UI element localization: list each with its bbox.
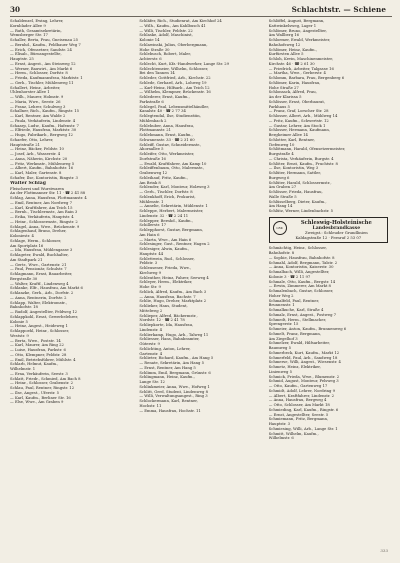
directory-entry: — Wilh., Kaufm., Am Kahlbusch 41 (139, 23, 206, 28)
directory-entry: Schlesiger, Alwin, Kaufm., (139, 247, 190, 251)
directory-entry: Hoher Weg 2 (268, 293, 294, 298)
directory-entry: Wilhelmstr. 6 (268, 436, 294, 441)
directory-entry: Hauptstraße 21 (10, 142, 40, 147)
directory-entry: — Ida, Hausfrau, Mühlengasse 3 (10, 248, 73, 253)
directory-entry: Schmedt, Herm., Stellmacher, (268, 317, 327, 322)
directory-entry: Schmelt, Franz, Bergmann, (268, 331, 321, 336)
directory-entry: — Otto, Kaufm., Gartenweg 17 (268, 384, 328, 389)
directory-entry: Am Ziegelhof 3 (268, 336, 298, 341)
directory-entry: Mühlenbach 2 (139, 118, 167, 123)
directory-entry: — Wilhelm, Klempner, Brückenstr. 16 (139, 90, 211, 95)
directory-entry: Schleuther, Heinz, Fahrer, Seeweg 4 (139, 275, 209, 280)
directory-entry: Am Hang 14 (268, 204, 293, 209)
directory-entry: Schlag, Anna, Hausfrau, Flottmannstr. 4 (10, 196, 87, 200)
directory-entry: Schlieper, Alfred, Bäckermstr., (139, 313, 198, 318)
directory-entry: — Martha, Wwe., Gerberstr. 4 (268, 71, 326, 76)
directory-entry: Schlagenhauf, Bruno, Dreher, (10, 229, 67, 234)
directory-entry: Schlaske, Adolf, Maschinist, (139, 33, 193, 38)
directory-entry: Hohe Straße 30 (139, 47, 170, 52)
directory-entry: Hohe Straße 27 (268, 85, 299, 90)
directory-entry: Schmid, August, Monteur, Felsweg 3 (268, 379, 339, 384)
directory-entry: — Marta, Wwe., Am Hain 6 (139, 237, 192, 242)
directory-entry: Bei den Tannen 14 (139, 71, 175, 76)
directory-entry: — Heinr., Schlossermstr., Ringstr. 2 (10, 219, 78, 224)
directory-entry: Schleihauf, Fritz, Kaufm., (139, 175, 188, 180)
directory-entry: Schleiffenbaum, Otto, Malermstr., (139, 166, 205, 171)
directory-entry: — Karl, Kaufm., Berliner Str. 16 (10, 395, 71, 400)
directory-entry: — Ernst, Rentner, Am Hang 5 (139, 365, 196, 370)
advert-line-4: Kaldagstraße 12 · Fernruf 2 53 07 (295, 234, 362, 240)
page-header (10, 4, 392, 16)
directory-entry: — Ewald, Kraftfahrer, Am Kamp 10 (139, 161, 207, 166)
directory-entry: — Wilh., Maurer, Holmstr. 9 (10, 95, 64, 99)
directory-entry: Schlöter, Ernst, Kaufm., Fruchtstr. 8 (268, 161, 338, 166)
directory-entry: Kanalstr. 40 · ☎ 2 77 34 (139, 109, 186, 114)
directory-entry: Schlawinski, Julius, Oberbergmann, (139, 42, 208, 47)
directory-entry: Ahornallee 5 (139, 147, 164, 152)
directory-entry: Schallner, Rich., Kaufm., Ringstr. 15 (10, 109, 80, 114)
directory-entry: Koloniestr. 4 (10, 234, 34, 238)
directory-entry: Schafer, Ilse, Kontoristin, Ringstr. 3 (10, 175, 78, 180)
directory-entry: Schlömer, Karin, Hausfrau, (268, 80, 321, 85)
directory-entry: Schlieter, Richard, Kaufm., Am Hang 5 (139, 356, 214, 361)
directory-entry: Am Brink 8 (139, 180, 161, 185)
directory-entry: Schmiemann, Fritz, Bergmann, (268, 417, 329, 422)
directory-entry: Schlosser, Hermann, Kaufmann, (268, 128, 330, 133)
directory-entry: Kornblader Allee 9 (10, 23, 46, 28)
directory-entry: Schwanenstr. 33 · ☎ 2 31 60 (139, 137, 195, 142)
directory-entry: — Willi, Verwaltungsangest., Ring 3 (139, 394, 208, 399)
directory-entry: — Heinr., Schlosser, Grabenstr. 2 (10, 381, 74, 386)
directory-entry: Kolonie 14 (139, 38, 160, 42)
directory-entry: Schlebusch, Robert, Maler, (139, 52, 191, 57)
directory-entry: Hochstr. 11 (139, 403, 162, 408)
directory-entry: — Walter, Kraftf., Lindenweg 4 (10, 281, 69, 286)
directory-entry: Schlede, Gerhard, Arb., Lohweg 19 (139, 80, 207, 85)
business-heading: Walter Schlag (10, 180, 46, 186)
directory-entry: Parkhaus 5 (268, 104, 290, 109)
directory-entry: — Ilse, Angest., Uferstr. 5 (10, 390, 60, 395)
directory-entry: Schlagel, Anna, Wwe., Brückenstr. 9 (10, 224, 80, 229)
directory-entry: Kolonie 3 · ☎ 2 11 97 (268, 274, 311, 279)
directory-entry: Walle Straße 5 (268, 194, 297, 199)
directory-entry: Schmalkuche, Karl, Straße 4 (268, 308, 324, 313)
directory-entry: — Erna, Verkäuferin, Seestr. 3 (10, 371, 68, 376)
seal-icon: LBK (273, 221, 287, 235)
directory-entry: Schlötmann, Harald, Ofensetzermeister, (268, 147, 346, 152)
directory-entry: — Bernhd., Kaufm., Feldbauer Weg 7 (10, 42, 81, 47)
directory-entry: Mühlenstr. 1 (139, 199, 164, 204)
directory-entry: Schloemer, Ewald, Werkmeister, (268, 38, 331, 42)
directory-entry: Schlick, Alfred, Kaufm., Am Bach 3 (139, 289, 207, 294)
directory-entry: Schaldenzel, Ewing, Lehrer, (10, 19, 64, 23)
directory-entry: Hohe Str. 9 (139, 285, 161, 289)
directory-entry: Lindenstr. 32 · ☎ 2 24 11 (139, 213, 189, 218)
directory-entry: Schmahl, Adolf, Bergmann, Talstr. 2 (268, 260, 338, 265)
directory-entry: Am Graben 27 (268, 185, 297, 190)
directory-entry: Schlie, Hugo, Dreher, Marktplatz 2 (139, 299, 207, 304)
directory-entry: — Anna, Kontoristin, Kaiserstr. 30 (268, 265, 334, 270)
directory-entry: — Anna, Hausfrau, Bachstr. 7 (139, 294, 196, 299)
directory-entry: Schmitt, Wilhelm, Kaufm., (268, 431, 319, 436)
directory-entry: Achterstr. 6 (139, 57, 162, 61)
directory-entry: Schleusener, Frieda, Wwe., (139, 266, 192, 270)
directory-entry: — Werner, Bauwirt., Am Markt 6 (10, 66, 73, 71)
directory-entry: Weststr. 9 (10, 333, 29, 338)
page-mark: 333 (380, 548, 388, 553)
directory-entry: Schlütz, Werner, Lindenbachstr. 5 (268, 209, 334, 213)
directory-entry: Kirchstr. 46 · ☎ 2 61 30 (268, 61, 315, 66)
advert-line-1: Schleswig-Holsteinische (300, 219, 372, 226)
directory-entry: — Frieda, Kaufmannsfrau, Marktstr. 1 (10, 76, 83, 80)
directory-entry: Schmalbach, Willi, Angestellter, (268, 270, 330, 275)
directory-entry: Schmerse, Willi, Angest., Wiesenstr. 4 (268, 360, 341, 365)
directory-entry: — Gerh., Tischler, Dorfstr. 8 (139, 190, 193, 194)
directory-entry: Parkstraße 6 (139, 99, 164, 104)
directory-entry: Güterstr. 9 (139, 342, 160, 346)
directory-entry: Burgstraße 4 (268, 152, 294, 156)
columns (10, 19, 392, 441)
directory-entry: Hauptstr. 44 (139, 251, 164, 256)
directory-entry: Schlegel, Paul, Lebensmittelhändler, (139, 104, 209, 109)
directory-entry: Schaller, Berta, Frau, Gneisenau 25 (10, 38, 79, 42)
directory-entry: Schmick, Frieda, Wwe., Blumenstr. 2 (268, 374, 340, 379)
directory-entry: Schlüsselberg, Dieter, Kaufm., (268, 199, 327, 204)
directory-entry: Schlappoehl, Heinr., Schlosser, (10, 329, 70, 333)
directory-entry: — Friedrich, Arbeiter, Talgasse 16 (268, 66, 334, 71)
directory-entry: Schlinkmeier, Anna, Wwe., Hofweg 1 (139, 384, 210, 389)
directory-entry: Tiefenweg 10 (268, 142, 295, 147)
directory-entry: Burgweg 6 (268, 175, 290, 180)
directory-entry: Schillerstr. 17 (139, 223, 166, 228)
column-3 (269, 19, 392, 441)
directory-entry: — Anna, Rentnerin, Dorfstr. 2 (10, 295, 67, 300)
directory-entry: Am Stadtpark 21 (10, 257, 43, 262)
directory-entry: Feldstr. 3 (139, 261, 158, 266)
directory-entry: — Heinz, Angest., Heideweg 1 (10, 324, 68, 329)
directory-entry: Schmale, Otto, Kaufm., Bergstr. 14 (268, 279, 336, 284)
directory-entry: — Otto, Schlosser, Am Markt 18 (268, 403, 330, 408)
directory-entry: Schmetz, Heinz, Elektriker, (268, 365, 321, 370)
directory-entry: Kattwinkelsweg, Lager 1 (268, 23, 317, 28)
directory-entry: Bergheimer Allee 14 (268, 133, 308, 137)
directory-entry: — Christa, Verkäuferin, Burgstr. 4 (268, 156, 334, 161)
directory-entry: — Herm., Schlosser, Dorfstr. 8 (10, 71, 68, 76)
directory-entry: Schleiff, Gustav, Schneidermstr., (139, 142, 202, 147)
directory-entry: — Fritz, Kaufm., Schwertstr. 12 (268, 118, 329, 123)
directory-entry: — Paula, Verkäuferin, Lindenstr. 4 (10, 118, 76, 123)
directory-entry: Schlatt, Friedr., Schmied, Am Bach 8 (10, 376, 81, 381)
directory-entry: Schaefer, Otto, Lehrer, (10, 137, 54, 142)
advert-box (269, 217, 388, 244)
advert-line-3: Zweigst.: Schleuder Grundlinien (304, 230, 368, 236)
directory-entry: Schlageter, Ewald, Buchhalter, (10, 253, 69, 257)
directory-entry: Schlömer, Heinz, Kaufm., (268, 47, 317, 52)
directory-entry: — Albert, Kaufm., Bahnhofstr. 16 (10, 166, 73, 171)
directory-entry: Uhlenhorster Allee 1 (10, 90, 50, 95)
directory-entry: Flottmannstr. 21 (139, 128, 171, 133)
directory-entry: — Bernh., Tischlermstr., Am Rain 3 (10, 210, 78, 215)
directory-entry: — Sophie, Hausfrau, Bahnhofstr. 8 (268, 255, 335, 260)
directory-entry: — Erika, Verkäuferin, Hauptstr. 4 (10, 215, 74, 219)
directory-entry: Schlösser, Ernst, Oberbaurat, (268, 99, 326, 104)
column-1 (10, 19, 133, 441)
directory-entry: An der Flottmanner Str. 11 · ☎ 2 41 88 (10, 191, 86, 196)
directory-entry: Schlotter, Karl, Rentner, (268, 137, 315, 142)
directory-entry: — Ernst, Angestellter, Seestr. 5 (268, 412, 329, 417)
directory-entry: Schmiesing, Willi, Arb., Lange Str. 1 (268, 426, 338, 431)
directory-entry: — Annelie, Sekretärin, Mühlenstr. 1 (139, 204, 208, 209)
directory-entry: Baumweg 5 (268, 346, 292, 351)
page-number: 30 (10, 5, 21, 14)
directory-entry: Schloh, Kevin, Maschinenmeister, (268, 57, 333, 61)
directory-entry: Kirchweg 9 (139, 270, 162, 275)
directory-entry: Wilhelmstr. 1 (10, 367, 36, 371)
directory-entry: — Anna, Hausfrau, Bergweg 4 (268, 398, 327, 403)
directory-entry: — Willi, Tischler, Feldstr. 22 (139, 28, 193, 33)
directory-entry: Sprengerstr. 15 (268, 322, 299, 327)
directory-entry: — Emma, Hausfrau, Hochstr. 11 (139, 408, 201, 413)
directory-entry: Schlau, Paul, Rentner, Ringstr. 12 (10, 386, 75, 390)
directory-entry: Lindenstr. 4 (139, 327, 163, 332)
directory-entry: Schlenkhoff, Erich, Prokurist, (139, 194, 196, 199)
directory-entry: Hauptstr. 25 (10, 57, 34, 61)
directory-entry: Schallert, Heinr., Arbeiter, (10, 85, 61, 90)
advert-line-2: Landesbrandkasse (312, 225, 361, 231)
directory-entry: Bahnhofstr. 18 (10, 305, 38, 310)
directory-entry: Schlehmann, Ernst, Kaufm., (139, 133, 193, 137)
directory-entry: Schlehuber, Anna, Hausfrau, (139, 123, 195, 128)
header-rule (10, 16, 392, 17)
directory-entry: — Maria, Wwe., Seestr. 26 (10, 99, 61, 104)
directory-entry: Schlappkohl, Ernst, Gewerbelehrer, (10, 314, 79, 319)
directory-entry: Mittelweg 2 (139, 308, 163, 313)
directory-entry: — Elfriede, Hausfrau, Marktstr. 30 (10, 128, 77, 133)
directory-entry: — Emil, Rentner, Am Nordweg 7 (10, 200, 72, 205)
directory-entry: Schlegtendal, Ilse, Studienrätin, (139, 114, 201, 118)
directory-entry: — Franz, Graf, Lorscher Str. 28 (268, 109, 329, 114)
directory-entry: Schmeier, Anton, Kaufm., Brunnenweg 6 (268, 327, 347, 332)
directory-entry: — Luise, Hausfrau, Parkstr. 6 (10, 348, 66, 352)
directory-entry: — Fritz, Werkmstr., Mühlenweg 5 (10, 161, 75, 166)
directory-entry: — Renate, Sekretärin, Am Hang 5 (139, 361, 205, 365)
directory-entry: Am Sportplatz 16 (10, 243, 44, 248)
directory-entry: Schleyer, Herm., Elektriker, (139, 280, 193, 285)
directory-entry: — Karl, Maurer, Am Ring 22 (10, 343, 64, 348)
directory-entry: Schlimm, Emil, Bergmann, Grünstr. 6 (139, 370, 211, 375)
directory-entry: — Else, Wwe., Am Graben 9 (10, 400, 64, 405)
directory-entry: Schlender, Karl, Monteur, Holzweg 3 (139, 185, 210, 190)
directory-entry: Lange Str. 12 (139, 380, 165, 384)
directory-entry: — Gerh., Tischler, Mühlenweg 11 (10, 80, 74, 85)
directory-entry: Schmelzer, Ewald, Hilfsarbeiter, (268, 341, 330, 346)
directory-entry: Schmalfeld, Paul, Rentner, (268, 298, 320, 303)
directory-entry: Kurfürsten Allee 5 (268, 52, 304, 57)
directory-entry: — Berta, Wwe., Poststr. 14 (10, 338, 61, 343)
directory-entry: Schliesser, Hans, Bahnbeamter, (139, 337, 200, 342)
directory-entry: Hauptstr. 3 (268, 422, 291, 427)
directory-entry: Schliepkorte, Ida, Hausfrau, (139, 323, 194, 327)
directory-entry: Schlagmann, Ernst, Bauarbeiter, (10, 272, 73, 276)
directory-entry: Brunnenstr. 1 (268, 303, 295, 308)
directory-entry: — Anna, Näherin, Kirchstr. 20 (10, 156, 68, 161)
directory-entry: Schlesinger, Gust., Rentner, Hagen 2 (139, 242, 210, 247)
directory-entry: Schmalz, Ernst, Angest., Postweg 7 (268, 312, 337, 317)
directory-entry: Schlömer, Bruno, Angestellter, (268, 28, 327, 33)
directory-entry: Linienweg 5 (268, 369, 293, 374)
directory-entry: Schlichting, Anton, Lehrer, (139, 346, 191, 351)
directory-entry: An der Klarissa 5 (268, 95, 302, 99)
directory-entry: Schleder, Gottfried, Arb., Kirchstr. 22 (139, 76, 211, 80)
page-title: Schlachtstr. — Schiene (291, 5, 386, 14)
directory-entry: — Karl, Maler, Gartenstr. 8 (10, 171, 62, 175)
directory-entry: — Gustav, Lehrer, Am Stock 1 (268, 123, 326, 128)
directory-entry: — Elisab., Büroangestellte, (10, 52, 62, 57)
directory-entry: Schlage, Herm., Schlosser, (10, 238, 62, 243)
directory-entry: Schlüter, Hermann, Sattler, (268, 171, 321, 175)
column-2 (139, 19, 262, 441)
directory-entry: Schlüter, Harald, Schlossermstr., (268, 180, 332, 185)
directory-entry: Schleifer, Otto, Werkmeister, (139, 152, 195, 156)
directory-entry: Schlösser, Frieda, Hausfrau, (268, 190, 323, 194)
directory-entry: Bergstraße 30 (10, 276, 38, 281)
directory-entry: Am Hain 6 (139, 232, 160, 237)
directory-entry: Schmächtig, Heinr., Schlosser, (268, 246, 327, 251)
directory-entry: — Josef, Arb., Wasserstr. 4 (10, 152, 61, 156)
directory-entry: Schmerbeck, Kurt, Kaufm., Markt 12 (268, 350, 340, 355)
directory-entry: Schleppe, Herbert, Malermeister, (139, 209, 204, 213)
directory-entry: Schlockermann, Karl, Rentner, (139, 399, 198, 403)
directory-entry: Schlomm, Barbara, Frau, Bergenberg 6 (268, 76, 345, 80)
directory-entry: Schlechtemeier, Wilhelm, Schlosser, (139, 66, 209, 71)
directory-entry: Schlosser, Albert, Arb., Mühlweg 14 (268, 114, 338, 118)
directory-entry: — Hugo, Fabrikarb., Bergweg 12 (10, 133, 73, 137)
directory-entry: — Rudolf, Angestellter, Feldweg 12 (10, 310, 77, 314)
directory-entry: — Erwin, Zimmerer, Am Markt 8 (268, 284, 331, 289)
directory-entry: Schlepphorst, Gustav, Bergmann, (139, 228, 204, 232)
directory-entry: — Emil, Betriebsführer, Mühlstr. 4 (10, 357, 76, 362)
directory-entry: — Heinz, Bäcker, Feldstr. 10 (10, 147, 64, 152)
directory-entry: Schlapp, Walter, Elektromstr., (10, 300, 67, 305)
directory-entry: Schmidt, Adolf, Lehrer, Nordring 9 (268, 388, 336, 393)
directory-entry: — Karl-Heinz, Hilfsarb., Am Teich 12 (139, 85, 210, 90)
directory-entry: Schaarp, Ludw., Kaufm., Hafenstr. 7 (10, 123, 79, 128)
directory-entry: Schlitt, Gerd, Student, Lindenweg 8 (139, 389, 208, 394)
directory-entry: — Gertr., Wwe., Gartenstr. 21 (10, 262, 67, 267)
directory-entry: Schlederer, Ernst, Kaufm., (139, 95, 190, 99)
directory-entry: — Erich, Ofensetzer, Sandstr. 24 (10, 47, 72, 52)
directory-entry: Schlingmann, Heinz, Kaufm., (139, 375, 195, 380)
directory-entry: Am Wallberg 16 (268, 33, 300, 38)
directory-entry: Grabenweg 12 (139, 171, 168, 175)
directory-entry: Schlarb, Helmut, Kaufm., (10, 362, 59, 367)
directory-entry: Gartenstr. 4 (139, 351, 163, 356)
directory-entry: Schlettwein, Rud., Schlosser, (139, 256, 195, 261)
directory-entry: Bahnhofsweg 12 (268, 42, 301, 47)
directory-entry: Schmerfeld, Paul, Arb., Sandweg 18 (268, 355, 338, 360)
directory-entry: Bahnhofstr. 8 (268, 251, 295, 256)
directory-entry: — Ruth, Gesamtsekretärin, (10, 28, 62, 33)
directory-entry: Fleischerei und Wurstwaren (10, 186, 64, 191)
directory-entry: Schmieding, Karl, Kaufm., Ringstr. 6 (268, 407, 339, 412)
directory-entry: — Ernst, Angest., Am Steinweg 12 (10, 61, 76, 66)
directory-entry: Schlonsack, Alfred, Frau, (268, 90, 317, 95)
directory-entry: — Karl, Rentner, Am Walde 2 (10, 114, 66, 118)
directory-entry: Schlöffel, August, Bergmann, (268, 19, 325, 23)
directory-entry: Schlierkamp, Hugo, Arb., Talweg 11 (139, 332, 209, 337)
directory-entry: — Otto, Klempner, Feldstr. 28 (10, 352, 67, 357)
directory-entry: — Albert, Kraftfahrer, Lindenstr. 2 (268, 393, 335, 398)
directory-entry: Wemsberger Str. 17 (10, 33, 48, 38)
directory-entry: Nordstr. 12 · ☎ 2 41 78 (139, 318, 185, 323)
directory-entry: Schlecht, Kurt, Kfz.-Handwerker, Lange Str. 29 (139, 61, 230, 66)
directory-entry: Kolonie 5 (10, 319, 28, 324)
directory-entry: — Ilse, Kontoristin, Weg 3 (268, 166, 319, 171)
directory-entry: — Franz, Lehrer, Schulweg 3 (10, 104, 66, 109)
directory-entry: Schlanzke, Gerh., Arb., Dorfstr. 2 (10, 291, 74, 295)
directory-entry: Schlanke, Elfr., Hausfrau, Am Markt 6 (10, 286, 83, 291)
directory-entry: Schlepper, Bernhd., Kaufm., (139, 218, 193, 223)
directory-entry: Schmalenbach, Gustav, Schlosser, (268, 289, 334, 294)
directory-entry: Schläfer, Rich., Studienrat, Am Kirchhof 24 (139, 19, 222, 23)
directory-entry: Schlieker, Hans, Student, (139, 304, 188, 308)
directory-entry: Dorfstraße 16 (139, 156, 166, 161)
directory-entry: — Paul, Pensionär, Schulstr. 7 (10, 267, 67, 272)
directory-entry: — Karl, Kraftfahrer, Am Teich 15 (10, 205, 73, 210)
